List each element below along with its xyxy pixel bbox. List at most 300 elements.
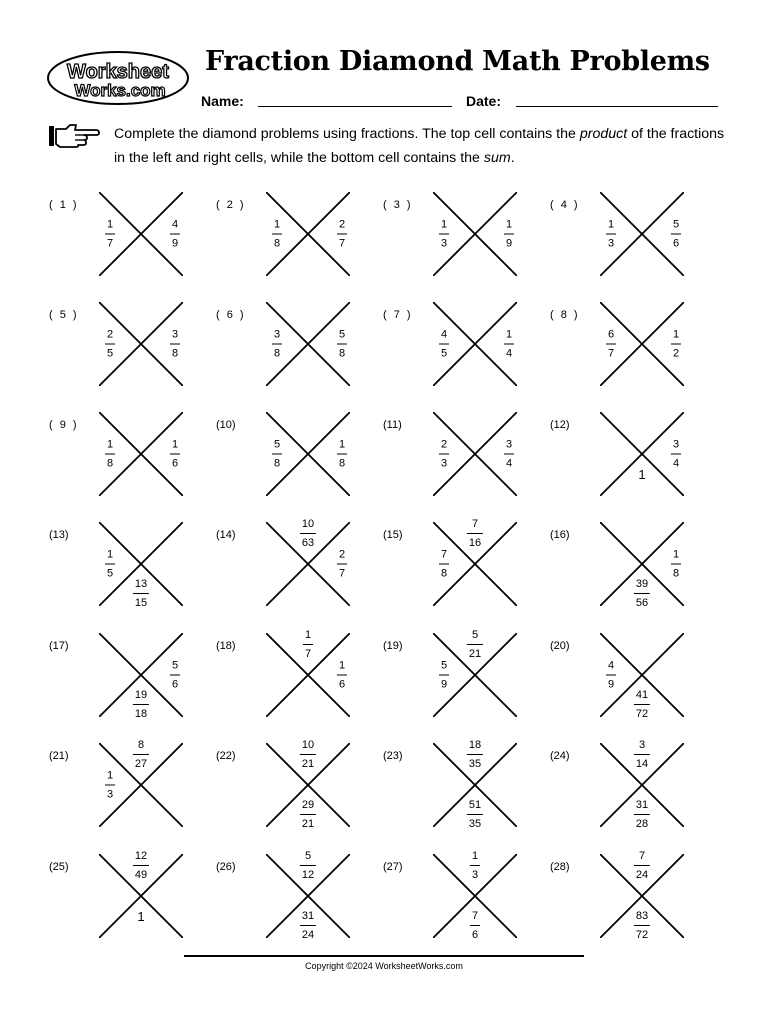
fraction xyxy=(439,659,449,692)
fraction xyxy=(470,909,480,942)
denominator: 6 xyxy=(471,929,479,941)
fraction xyxy=(606,328,616,361)
cell-bottom xyxy=(470,909,480,942)
numerator: 1 xyxy=(505,328,513,341)
fraction xyxy=(634,577,650,610)
numerator: 7 xyxy=(471,518,479,530)
fraction-bar xyxy=(606,234,616,235)
problem-number: (23) xyxy=(383,750,403,762)
fraction xyxy=(300,517,316,550)
fraction-bar xyxy=(606,675,616,676)
fraction xyxy=(300,798,316,831)
cell-left xyxy=(439,659,449,692)
problem-number: (25) xyxy=(49,861,69,873)
denominator: 21 xyxy=(468,648,482,660)
date-line[interactable] xyxy=(516,106,718,107)
numerator: 10 xyxy=(301,518,315,530)
numerator: 5 xyxy=(441,659,448,672)
fraction-bar xyxy=(634,754,650,755)
cell-bottom xyxy=(467,798,483,831)
numerator: 1 xyxy=(441,218,448,231)
fraction xyxy=(606,218,616,251)
numerator: 1 xyxy=(505,218,513,231)
cell-top xyxy=(634,849,650,882)
logo-line1: Worksheet xyxy=(67,61,169,83)
cell-left xyxy=(439,218,449,251)
cell-left xyxy=(272,328,282,361)
fraction-bar xyxy=(671,454,681,455)
problem-number: ( 9 ) xyxy=(49,419,79,431)
cell-left xyxy=(105,328,115,361)
fraction-bar xyxy=(133,865,149,866)
denominator: 7 xyxy=(608,347,615,360)
denominator: 9 xyxy=(505,237,513,250)
numerator: 29 xyxy=(301,799,315,811)
numerator: 4 xyxy=(608,659,615,672)
fraction-bar xyxy=(634,704,650,705)
fraction-bar xyxy=(300,865,316,866)
cell-right xyxy=(504,218,514,251)
cell-left xyxy=(439,328,449,361)
numerator: 8 xyxy=(137,739,145,751)
numerator: 1 xyxy=(304,629,312,641)
denominator: 6 xyxy=(171,678,179,691)
cell-top xyxy=(300,849,316,882)
denominator: 35 xyxy=(468,818,482,830)
fraction-bar xyxy=(606,344,616,345)
fraction xyxy=(272,438,282,471)
fraction-bar xyxy=(439,234,449,235)
numerator: 1 xyxy=(107,769,114,782)
fraction xyxy=(671,438,681,471)
denominator: 8 xyxy=(107,457,114,470)
numerator: 12 xyxy=(134,850,148,862)
fraction xyxy=(105,438,115,471)
problem-number: ( 5 ) xyxy=(49,309,79,321)
denominator: 7 xyxy=(338,567,346,580)
numerator: 5 xyxy=(338,328,346,341)
cell-top xyxy=(634,738,650,771)
cell-left xyxy=(105,769,115,802)
numerator: 5 xyxy=(274,438,281,451)
fraction xyxy=(606,659,616,692)
cell-left xyxy=(272,438,282,471)
problem-number: ( 7 ) xyxy=(383,309,413,321)
problem-number: (12) xyxy=(550,419,570,431)
fraction xyxy=(467,517,483,550)
numerator: 3 xyxy=(638,739,646,751)
fraction-bar xyxy=(170,344,180,345)
cell-right xyxy=(671,438,681,471)
numerator: 1 xyxy=(338,438,346,451)
cell-left xyxy=(105,438,115,471)
fraction xyxy=(634,738,650,771)
problem-number: ( 2 ) xyxy=(216,199,246,211)
fraction-bar xyxy=(337,344,347,345)
fraction-bar xyxy=(634,925,650,926)
fraction-bar xyxy=(467,533,483,534)
fraction xyxy=(170,328,180,361)
numerator: 1 xyxy=(107,438,114,451)
instructions-product: product xyxy=(579,126,628,142)
cell-top xyxy=(467,628,483,661)
cell-bottom xyxy=(133,577,149,610)
cell-bottom: 1 xyxy=(638,467,646,482)
cell-top xyxy=(467,738,483,771)
fraction xyxy=(337,218,347,251)
fraction xyxy=(170,659,180,692)
name-line[interactable] xyxy=(258,106,452,107)
problem-number: ( 8 ) xyxy=(550,309,580,321)
denominator: 63 xyxy=(301,537,315,549)
denominator: 15 xyxy=(134,597,148,609)
problem-number: (24) xyxy=(550,750,570,762)
fraction-bar xyxy=(439,675,449,676)
denominator: 3 xyxy=(107,788,114,801)
denominator: 3 xyxy=(608,237,615,250)
denominator: 28 xyxy=(635,818,649,830)
problem-number: (18) xyxy=(216,640,236,652)
fraction-bar xyxy=(300,925,316,926)
denominator: 3 xyxy=(471,869,479,881)
fraction xyxy=(303,628,313,661)
numerator: 39 xyxy=(635,578,649,590)
fraction xyxy=(133,688,149,721)
fraction-bar xyxy=(467,754,483,755)
numerator: 5 xyxy=(471,629,479,641)
denominator: 7 xyxy=(304,648,312,660)
cell-right xyxy=(337,548,347,581)
fraction xyxy=(272,218,282,251)
fraction-bar xyxy=(634,593,650,594)
fraction xyxy=(337,438,347,471)
problem-number: (20) xyxy=(550,640,570,652)
numerator: 13 xyxy=(134,578,148,590)
numerator: 1 xyxy=(672,328,680,341)
cell-right xyxy=(671,328,681,361)
fraction xyxy=(337,548,347,581)
denominator: 2 xyxy=(672,347,680,360)
numerator: 1 xyxy=(107,218,114,231)
denominator: 35 xyxy=(468,758,482,770)
fraction-bar xyxy=(634,865,650,866)
numerator: 2 xyxy=(338,548,346,561)
fraction-bar xyxy=(105,564,115,565)
fraction xyxy=(470,849,480,882)
fraction-bar xyxy=(470,865,480,866)
cell-right xyxy=(337,659,347,692)
page-title: Fraction Diamond Math Problems xyxy=(205,46,710,77)
logo-line2: Works.com xyxy=(74,81,166,100)
cell-left xyxy=(606,218,616,251)
problem-number: (11) xyxy=(383,419,402,431)
cell-top xyxy=(467,517,483,550)
numerator: 31 xyxy=(301,910,315,922)
cell-bottom xyxy=(300,909,316,942)
cell-top xyxy=(133,738,149,771)
cell-bottom xyxy=(634,688,650,721)
denominator: 21 xyxy=(301,758,315,770)
denominator: 4 xyxy=(672,457,680,470)
denominator: 8 xyxy=(171,347,179,360)
numerator: 5 xyxy=(304,850,312,862)
problem-number: ( 3 ) xyxy=(383,199,413,211)
problem-number: (13) xyxy=(49,529,69,541)
fraction xyxy=(439,548,449,581)
cell-right xyxy=(671,218,681,251)
problem-number: ( 6 ) xyxy=(216,309,246,321)
fraction-bar xyxy=(504,234,514,235)
denominator: 4 xyxy=(505,347,513,360)
numerator: 51 xyxy=(468,799,482,811)
numerator: 5 xyxy=(672,218,680,231)
fraction xyxy=(337,659,347,692)
fraction xyxy=(467,798,483,831)
numerator: 19 xyxy=(134,689,148,701)
fraction-bar xyxy=(671,564,681,565)
denominator: 49 xyxy=(134,869,148,881)
pointing-hand-icon xyxy=(48,123,100,149)
numerator: 1 xyxy=(672,548,680,561)
cell-left xyxy=(606,659,616,692)
fraction-bar xyxy=(337,564,347,565)
fraction-bar xyxy=(300,533,316,534)
denominator: 5 xyxy=(441,347,448,360)
numerator: 18 xyxy=(468,739,482,751)
instructions-sum: sum xyxy=(483,150,511,166)
cell-right xyxy=(337,438,347,471)
cell-right xyxy=(170,328,180,361)
fraction-bar xyxy=(467,814,483,815)
problem-number: (19) xyxy=(383,640,403,652)
cell-right xyxy=(170,218,180,251)
fraction-bar xyxy=(170,454,180,455)
fraction-bar xyxy=(671,344,681,345)
numerator: 2 xyxy=(441,438,448,451)
cell-left xyxy=(272,218,282,251)
cell-left xyxy=(105,218,115,251)
cell-left xyxy=(439,438,449,471)
problem-number: (14) xyxy=(216,529,236,541)
denominator: 8 xyxy=(274,347,281,360)
fraction xyxy=(133,738,149,771)
cell-left xyxy=(439,548,449,581)
fraction-bar xyxy=(337,675,347,676)
cell-bottom xyxy=(634,909,650,942)
cell-right xyxy=(504,438,514,471)
fraction-bar xyxy=(439,564,449,565)
denominator: 4 xyxy=(505,457,513,470)
fraction-bar xyxy=(439,344,449,345)
fraction-bar xyxy=(170,234,180,235)
numerator: 83 xyxy=(635,910,649,922)
problem-number: (21) xyxy=(49,750,69,762)
problem-number: ( 4 ) xyxy=(550,199,580,211)
fraction-bar xyxy=(133,754,149,755)
numerator: 31 xyxy=(635,799,649,811)
fraction xyxy=(671,328,681,361)
copyright: Copyright ©2024 WorksheetWorks.com xyxy=(305,961,463,971)
fraction-bar xyxy=(504,454,514,455)
cell-bottom xyxy=(634,798,650,831)
fraction xyxy=(467,628,483,661)
denominator: 7 xyxy=(338,237,346,250)
fraction-bar xyxy=(337,454,347,455)
denominator: 24 xyxy=(635,869,649,881)
denominator: 9 xyxy=(608,678,615,691)
fraction xyxy=(439,328,449,361)
numerator: 1 xyxy=(338,659,346,672)
denominator: 14 xyxy=(635,758,649,770)
fraction xyxy=(133,849,149,882)
numerator: 7 xyxy=(638,850,646,862)
fraction xyxy=(467,738,483,771)
fraction xyxy=(439,438,449,471)
fraction xyxy=(504,328,514,361)
cell-bottom xyxy=(300,798,316,831)
fraction-bar xyxy=(105,785,115,786)
cell-top xyxy=(300,517,316,550)
cell-top xyxy=(300,738,316,771)
denominator: 6 xyxy=(171,457,179,470)
fraction-bar xyxy=(272,234,282,235)
fraction-bar xyxy=(300,754,316,755)
fraction xyxy=(439,218,449,251)
denominator: 24 xyxy=(301,929,315,941)
fraction-bar xyxy=(272,344,282,345)
fraction-bar xyxy=(303,644,313,645)
fraction xyxy=(272,328,282,361)
fraction xyxy=(634,909,650,942)
worksheetworks-logo xyxy=(46,50,190,106)
numerator: 3 xyxy=(171,328,179,341)
fraction xyxy=(170,218,180,251)
denominator: 18 xyxy=(134,708,148,720)
numerator: 2 xyxy=(107,328,114,341)
denominator: 56 xyxy=(635,597,649,609)
numerator: 5 xyxy=(171,659,179,672)
fraction xyxy=(105,218,115,251)
cell-bottom xyxy=(634,577,650,610)
fraction xyxy=(634,688,650,721)
denominator: 5 xyxy=(107,347,114,360)
fraction xyxy=(170,438,180,471)
footer-divider xyxy=(184,955,584,957)
denominator: 5 xyxy=(107,567,114,580)
numerator: 1 xyxy=(471,850,479,862)
fraction-bar xyxy=(133,593,149,594)
cell-bottom: 1 xyxy=(137,909,145,924)
instructions-part2: of the fractions in the left and right cells, while the bottom cell contains the xyxy=(114,126,725,166)
numerator: 10 xyxy=(301,739,315,751)
cell-top xyxy=(133,849,149,882)
fraction-bar xyxy=(105,344,115,345)
numerator: 3 xyxy=(274,328,281,341)
fraction xyxy=(300,909,316,942)
cell-bottom xyxy=(133,688,149,721)
instructions xyxy=(114,122,734,170)
denominator: 12 xyxy=(301,869,315,881)
denominator: 27 xyxy=(134,758,148,770)
denominator: 8 xyxy=(338,457,346,470)
problem-number: (10) xyxy=(216,419,236,431)
instructions-part1: Complete the diamond problems using fractions. The top cell contains the xyxy=(114,126,580,142)
problem-number: ( 1 ) xyxy=(49,199,79,211)
cell-right xyxy=(504,328,514,361)
fraction-bar xyxy=(133,704,149,705)
fraction xyxy=(337,328,347,361)
fraction-bar xyxy=(105,454,115,455)
numerator: 6 xyxy=(608,328,615,341)
denominator: 3 xyxy=(441,237,448,250)
denominator: 6 xyxy=(672,237,680,250)
denominator: 21 xyxy=(301,818,315,830)
fraction-bar xyxy=(504,344,514,345)
fraction-bar xyxy=(337,234,347,235)
numerator: 7 xyxy=(471,910,479,922)
fraction xyxy=(671,548,681,581)
fraction xyxy=(634,798,650,831)
fraction xyxy=(105,328,115,361)
date-label: Date: xyxy=(466,93,502,109)
denominator: 8 xyxy=(672,567,680,580)
name-label: Name: xyxy=(201,93,244,109)
problem-number: (26) xyxy=(216,861,236,873)
problem-number: (15) xyxy=(383,529,403,541)
denominator: 72 xyxy=(635,929,649,941)
fraction-bar xyxy=(170,675,180,676)
fraction-bar xyxy=(272,454,282,455)
problem-number: (16) xyxy=(550,529,570,541)
numerator: 1 xyxy=(274,218,281,231)
denominator: 9 xyxy=(171,237,179,250)
numerator: 1 xyxy=(608,218,615,231)
denominator: 8 xyxy=(274,237,281,250)
problem-number: (17) xyxy=(49,640,69,652)
denominator: 16 xyxy=(468,537,482,549)
fraction xyxy=(300,849,316,882)
cell-right xyxy=(170,438,180,471)
numerator: 1 xyxy=(107,548,114,561)
fraction xyxy=(105,548,115,581)
fraction xyxy=(671,218,681,251)
cell-left xyxy=(606,328,616,361)
cell-right xyxy=(337,218,347,251)
numerator: 3 xyxy=(672,438,680,451)
denominator: 72 xyxy=(635,708,649,720)
cell-left xyxy=(105,548,115,581)
cell-top xyxy=(470,849,480,882)
cell-top xyxy=(303,628,313,661)
fraction xyxy=(504,438,514,471)
numerator: 7 xyxy=(441,548,448,561)
fraction xyxy=(300,738,316,771)
fraction-bar xyxy=(467,644,483,645)
denominator: 8 xyxy=(338,347,346,360)
fraction-bar xyxy=(300,814,316,815)
fraction xyxy=(133,577,149,610)
cell-right xyxy=(337,328,347,361)
fraction xyxy=(504,218,514,251)
denominator: 9 xyxy=(441,678,448,691)
fraction-bar xyxy=(470,925,480,926)
denominator: 8 xyxy=(274,457,281,470)
numerator: 4 xyxy=(441,328,448,341)
numerator: 3 xyxy=(505,438,513,451)
denominator: 7 xyxy=(107,237,114,250)
fraction xyxy=(634,849,650,882)
problem-number: (27) xyxy=(383,861,403,873)
